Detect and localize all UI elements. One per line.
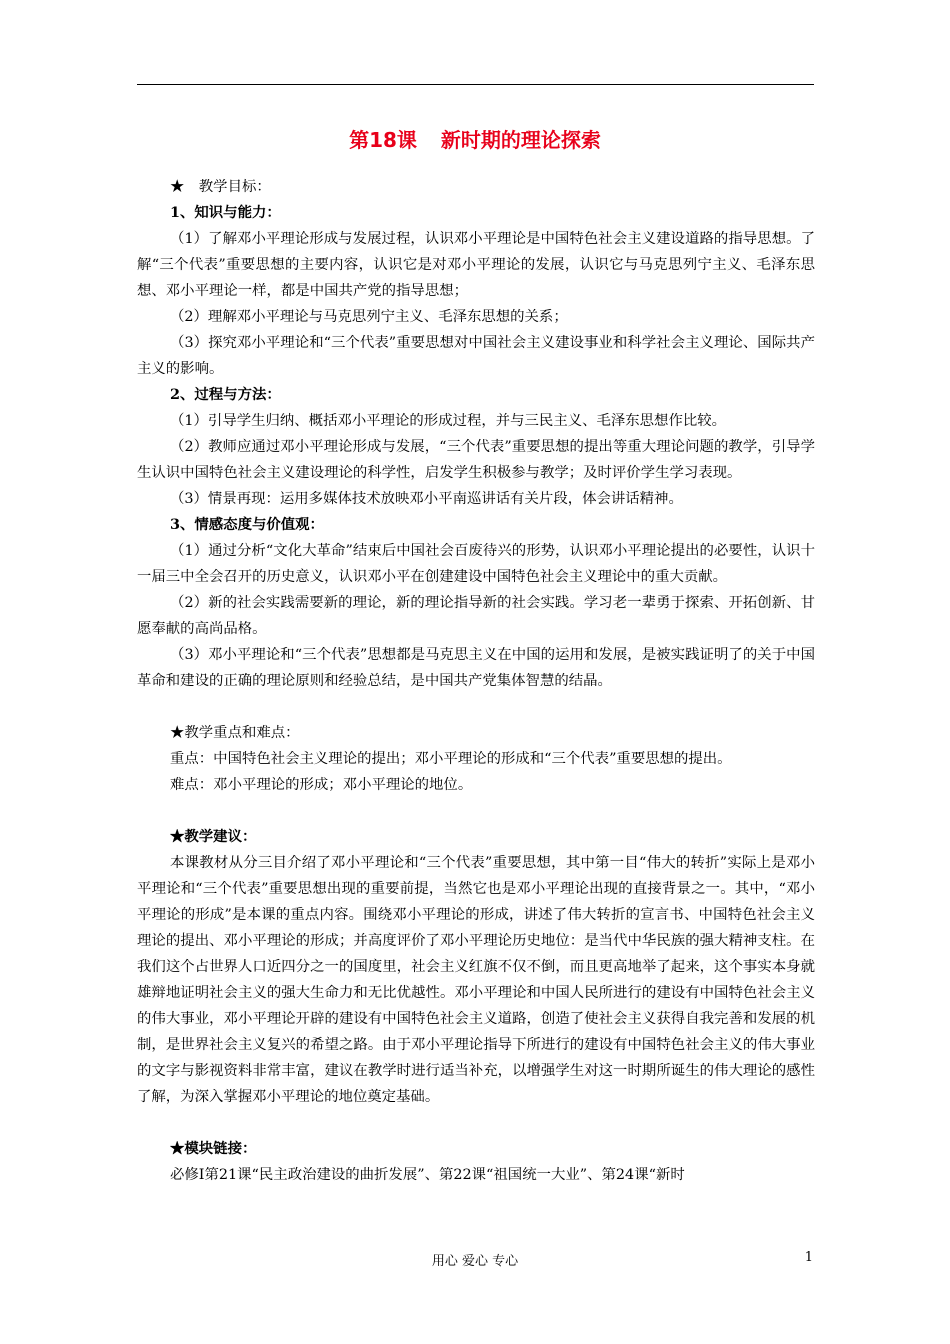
section-heading: 1、知识与能力： bbox=[170, 204, 281, 221]
header-rule bbox=[137, 84, 814, 85]
paragraph: （3）邓小平理论和“三个代表”思想都是马克思主义在中国的运用和发展，是被实践证明了的关于中国革命和建设的正确的理论原则和经验总结，是中国共产党集体智慧的结晶。 bbox=[137, 647, 815, 689]
paragraph: ★ 教学目标： bbox=[170, 179, 271, 195]
paragraph: （3）情景再现：运用多媒体技术放映邓小平南巡讲话有关片段，体会讲话精神。 bbox=[170, 491, 683, 507]
page-title bbox=[0, 124, 950, 153]
paragraph: （2）教师应通过邓小平理论形成与发展，“三个代表”重要思想的提出等重大理论问题的教学，引导学生认识中国特色社会主义建设理论的科学性，启发学生积极参与教学；及时评价学生学习表现。 bbox=[137, 439, 815, 481]
document-body bbox=[137, 174, 815, 1188]
paragraph: （1）通过分析“文化大革命”结束后中国社会百废待兴的形势，认识邓小平理论提出的必要性，认识十一届三中全会召开的历史意义，认识邓小平在创建建设中国特色社会主义理论中的重大贡献。 bbox=[137, 543, 815, 585]
paragraph: （1）引导学生归纳、概括邓小平理论的形成过程，并与三民主义、毛泽东思想作比较。 bbox=[170, 413, 727, 429]
paragraph: （3）探究邓小平理论和“三个代表”重要思想对中国社会主义建设事业和科学社会主义理论、国际共产主义的影响。 bbox=[137, 335, 815, 377]
paragraph: 必修Ⅰ第21课“民主政治建设的曲折发展”、第22课“祖国统一大业”、第24课“新时 bbox=[170, 1167, 685, 1183]
paragraph: 重点：中国特色社会主义理论的提出；邓小平理论的形成和“三个代表”重要思想的提出。 bbox=[170, 751, 732, 767]
paragraph: （2）理解邓小平理论与马克思列宁主义、毛泽东思想的关系； bbox=[170, 309, 568, 325]
paragraph: ★教学重点和难点： bbox=[170, 725, 300, 741]
paragraph: 难点：邓小平理论的形成；邓小平理论的地位。 bbox=[170, 777, 473, 793]
paragraph: （1）了解邓小平理论形成与发展过程，认识邓小平理论是中国特色社会主义建设道路的指导思想。了解“三个代表”重要思想的主要内容，认识它是对邓小平理论的发展，认识它与马克思列宁主义、毛泽东思想、邓小平理论一样，都是中国共产党的指导思想； bbox=[137, 231, 815, 299]
lesson-name: 新时期的理论探索 bbox=[440, 128, 601, 152]
section-heading: 3、情感态度与价值观： bbox=[170, 516, 324, 533]
page-number: 1 bbox=[804, 1250, 813, 1265]
footer-text: 用心 爱心 专心 bbox=[431, 1254, 519, 1269]
section-heading: ★模块链接： bbox=[170, 1140, 257, 1157]
paragraph: （2）新的社会实践需要新的理论，新的理论指导新的社会实践。学习老一辈勇于探索、开拓创新、甘愿奉献的高尚品格。 bbox=[137, 595, 815, 637]
section-heading: ★教学建议： bbox=[170, 828, 257, 845]
lesson-number: 第18课 bbox=[349, 128, 417, 152]
section-heading: 2、过程与方法： bbox=[170, 386, 281, 403]
paragraph: 本课教材从分三目介绍了邓小平理论和“三个代表”重要思想，其中第一目“伟大的转折”实际上是邓小平理论和“三个代表”重要思想出现的重要前提，当然它也是邓小平理论出现的直接背景之一。其中，“邓小平理论的形成”是本课的重点内容。围绕邓小平理论的形成，讲述了伟大转折的宣言书、中国特色社会主义理论的提出、邓小平理论的形成；并高度评价了邓小平理论历史地位：是当代中华民族的强大精神支柱。在我们这个占世界人口近四分之一的国度里，社会主义红旗不仅不倒，而且更高地举了起来，这个事实本身就雄辩地证明社会主义的强大生命力和无比优越性。邓小平理论和中国人民所进行的建设有中国特色社会主义的伟大事业，邓小平理论开辟的建设有中国特色社会主义道路，创造了使社会主义获得自我完善和发展的机制，是世界社会主义复兴的希望之路。由于邓小平理论指导下所进行的建设有中国特色社会主义的伟大事业的文字与影视资料非常丰富，建议在教学时进行适当补充，以增强学生对这一时期所诞生的伟大理论的感性了解，为深入掌握邓小平理论的地位奠定基础。 bbox=[137, 855, 815, 1105]
